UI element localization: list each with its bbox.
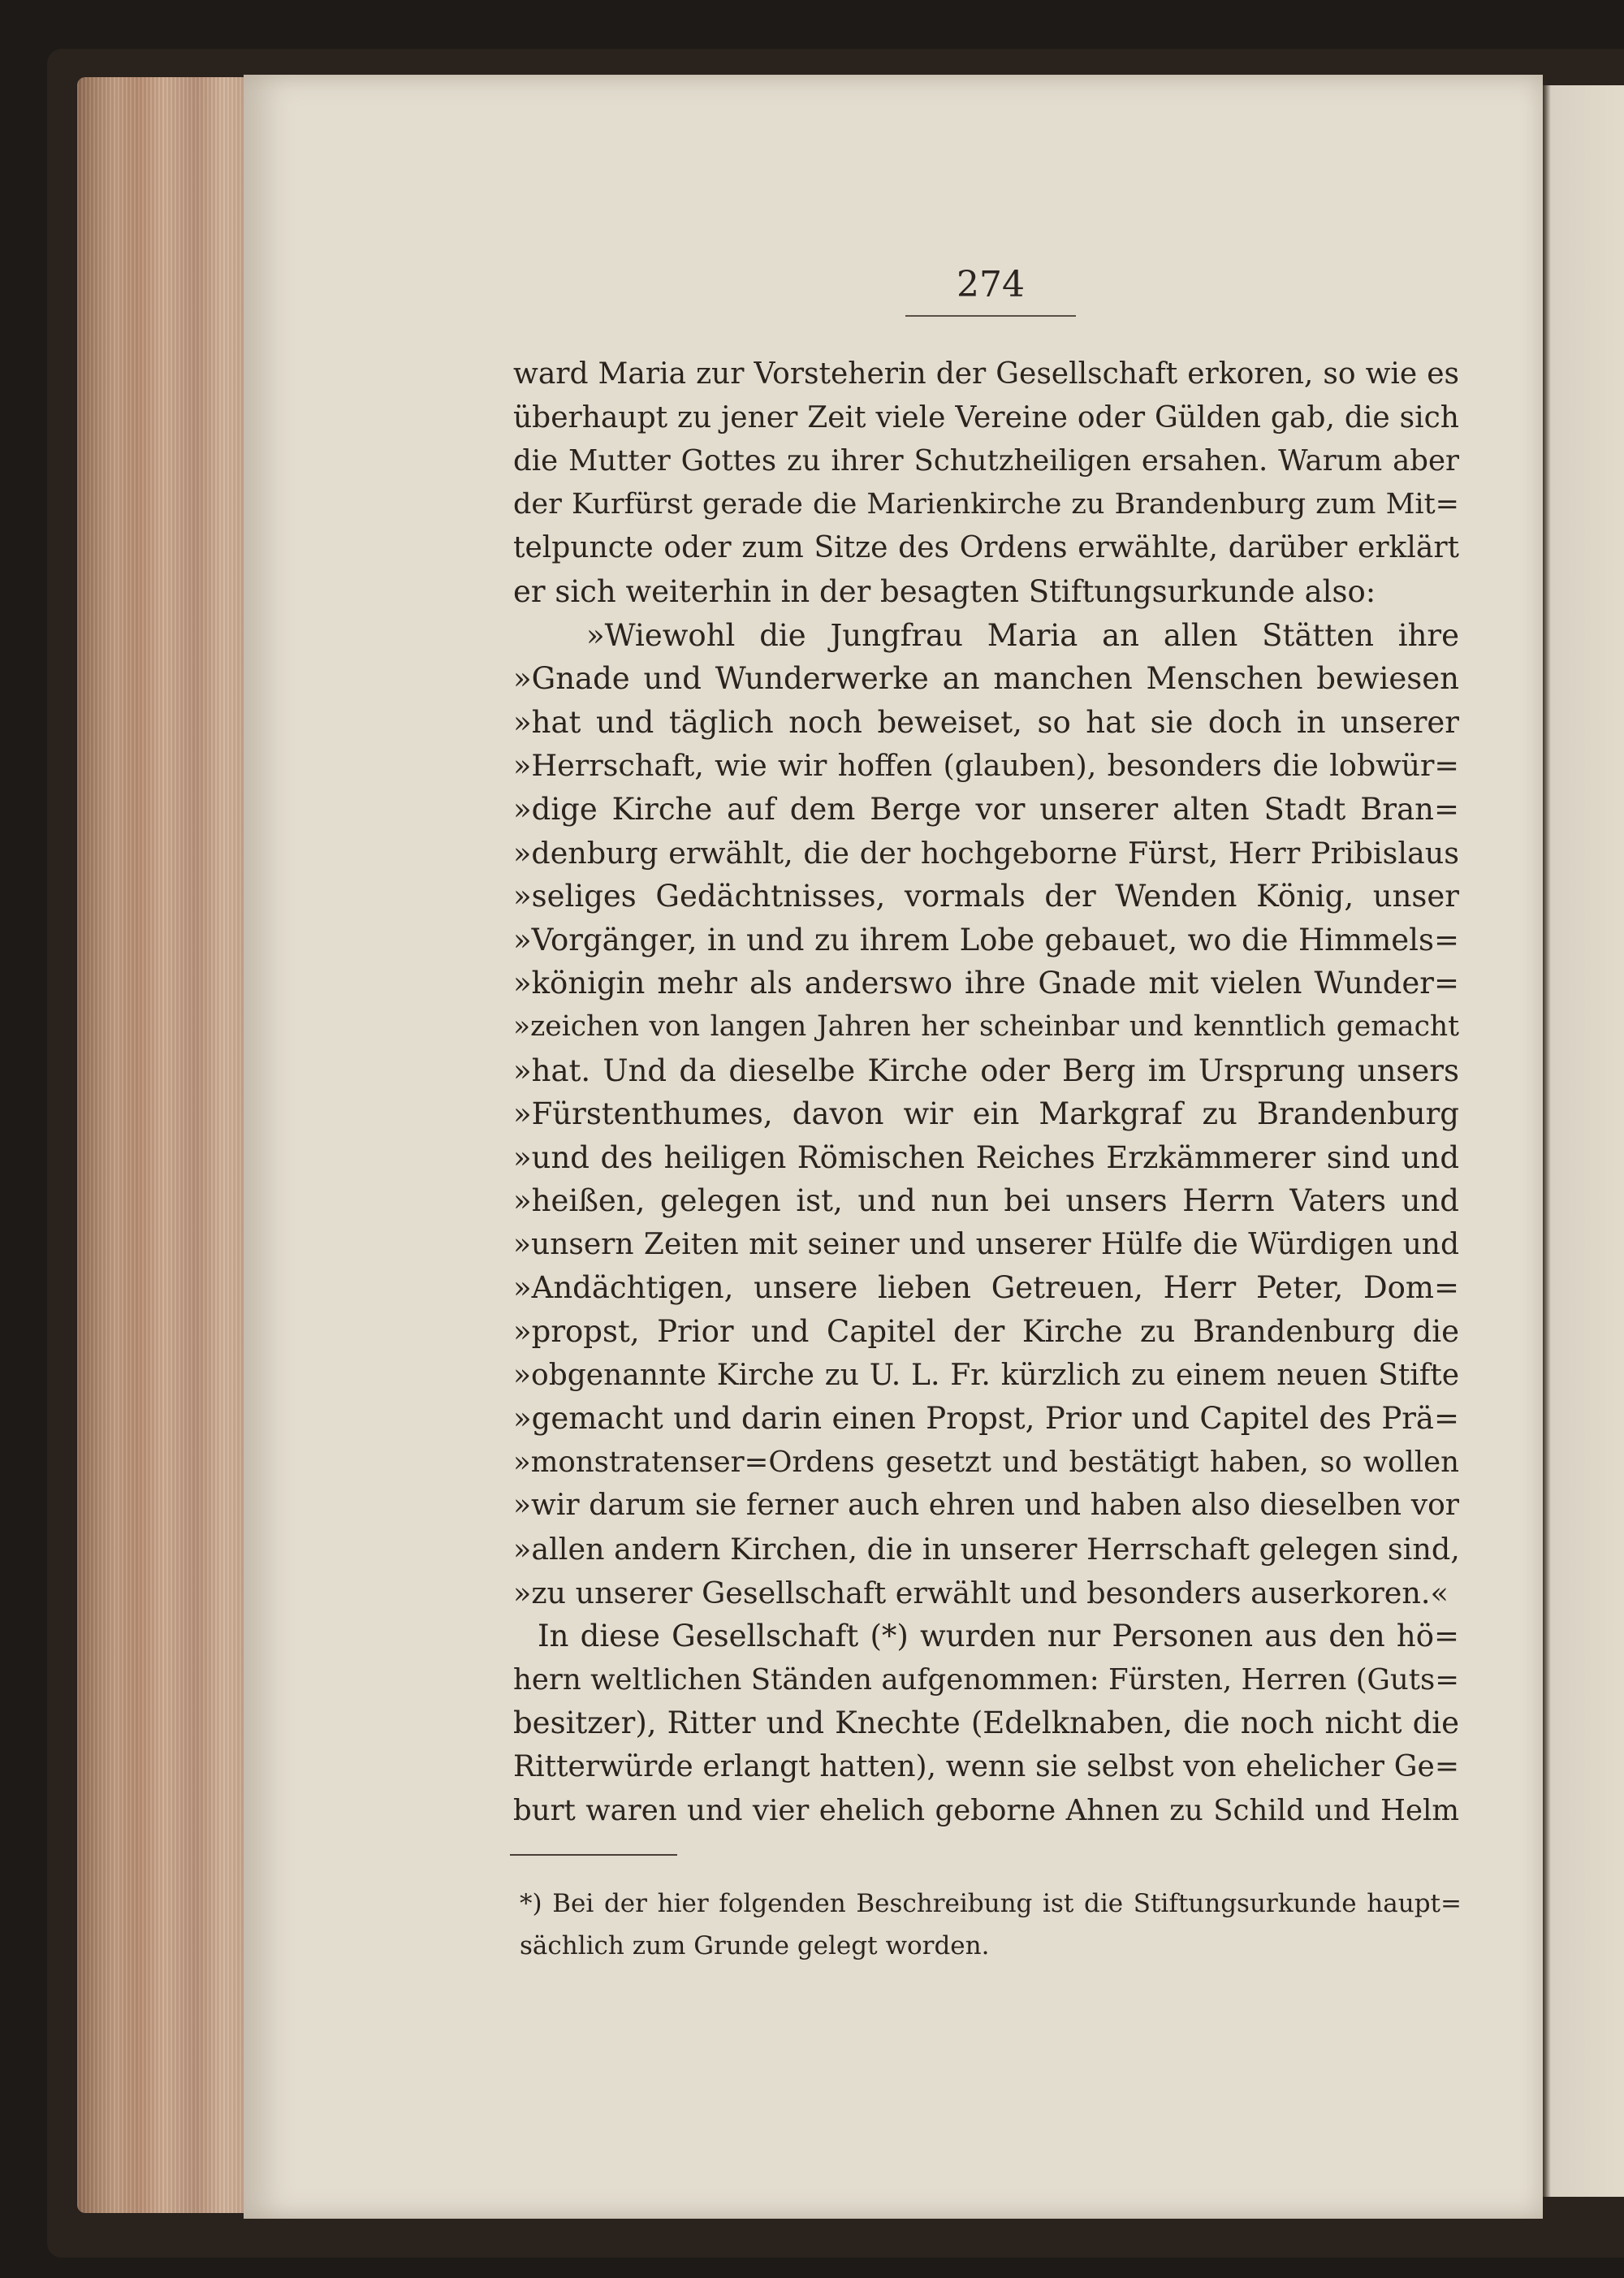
text-line: besitzer), Ritter und Knechte (Edelknaben, die noch nicht die: [513, 1705, 1459, 1741]
text-line: ward Maria zur Vorsteherin der Gesellschaft erkoren, so wie es: [513, 357, 1459, 391]
footnote: [520, 1882, 1462, 1967]
text-line: hern weltlichen Ständen aufgenommen: Fürsten, Herren (Guts=: [513, 1662, 1459, 1697]
text-line: Ritterwürde erlangt hatten), wenn sie selbst von ehelicher Ge=: [513, 1750, 1459, 1783]
text-line: »Fürstenthumes, davon wir ein Markgraf zu Brandenburg: [513, 1096, 1459, 1132]
text-line: »seliges Gedächtnisses, vormals der Wenden König, unser: [513, 879, 1459, 914]
text-line: »unsern Zeiten mit seiner und unserer Hülfe die Würdigen und: [513, 1227, 1459, 1261]
text-line: »propst, Prior und Capitel der Kirche zu Brandenburg die: [513, 1314, 1459, 1350]
text-line: »monstratenser=Ordens gesetzt und bestätigt haben, so wollen: [513, 1445, 1459, 1479]
footnote-line: *) Bei der hier folgenden Beschreibung ist die Stiftungsurkunde haupt=: [520, 1889, 1462, 1918]
text-line: »heißen, gelegen ist, und nun bei unsers Herrn Vaters und: [513, 1183, 1459, 1219]
page-number: 274: [957, 264, 1025, 305]
footnote-rule: [510, 1854, 677, 1856]
footnote-line: sächlich zum Grunde gelegt worden.: [520, 1931, 990, 1960]
text-line: »und des heiligen Römischen Reiches Erzkämmerer sind und: [513, 1139, 1459, 1175]
text-line: »Herrschaft, wie wir hoffen (glauben), besonders die lobwür=: [513, 748, 1459, 784]
text-line: die Mutter Gottes zu ihrer Schutzheiligen ersahen. Warum aber: [513, 444, 1459, 478]
text-line: »königin mehr als anderswo ihre Gnade mit vielen Wunder=: [513, 966, 1459, 1001]
header-rule: [905, 315, 1076, 317]
text-line: der Kurfürst gerade die Marienkirche zu Brandenburg zum Mit=: [513, 487, 1459, 521]
text-line: »hat und täglich noch beweiset, so hat sie doch in unserer: [513, 704, 1459, 740]
text-line: »wir darum sie ferner auch ehren und haben also dieselben vor: [513, 1489, 1459, 1523]
facing-page-edge: [1543, 85, 1624, 2197]
text-line: »Andächtigen, unsere lieben Getreuen, Herr Peter, Dom=: [513, 1270, 1459, 1306]
text-line: er sich weiterhin in der besagten Stiftungsurkunde also:: [513, 573, 1376, 609]
text-line: »obgenannte Kirche zu U. L. Fr. kürzlich zu einem neuen Stifte: [513, 1358, 1459, 1392]
text-line: überhaupt zu jener Zeit viele Vereine oder Gülden gab, die sich: [513, 400, 1459, 434]
text-line: »allen andern Kirchen, die in unserer Herrschaft gelegen sind,: [513, 1532, 1460, 1567]
text-line: »zeichen von langen Jahren her scheinbar und kenntlich gemacht: [513, 1009, 1459, 1043]
body-text: [513, 352, 1459, 1832]
text-line: »Vorgänger, in und zu ihrem Lobe gebauet, wo die Himmels=: [513, 922, 1459, 957]
text-line: »Wiewohl die Jungfrau Maria an allen Stätten ihre: [586, 617, 1459, 653]
text-line: »gemacht und darin einen Propst, Prior und Capitel des Prä=: [513, 1401, 1459, 1437]
text-line: »hat. Und da dieselbe Kirche oder Berg im Ursprung unsers: [513, 1053, 1459, 1088]
text-line: In diese Gesellschaft (*) wurden nur Personen aus den hö=: [538, 1619, 1459, 1654]
text-line: burt waren und vier ehelich geborne Ahnen zu Schild und Helm: [513, 1793, 1459, 1827]
text-line: telpuncte oder zum Sitze des Ordens erwählte, darüber erklärt: [513, 531, 1459, 565]
text-line: »zu unserer Gesellschaft erwählt und besonders auserkoren.«: [513, 1575, 1449, 1610]
text-line: »denburg erwählt, die der hochgeborne Fürst, Herr Pribislaus: [513, 835, 1459, 871]
page-edges: [77, 77, 252, 2213]
text-line: »Gnade und Wunderwerke an manchen Menschen bewiesen: [513, 661, 1459, 697]
text-line: »dige Kirche auf dem Berge vor unserer alten Stadt Bran=: [513, 791, 1459, 827]
